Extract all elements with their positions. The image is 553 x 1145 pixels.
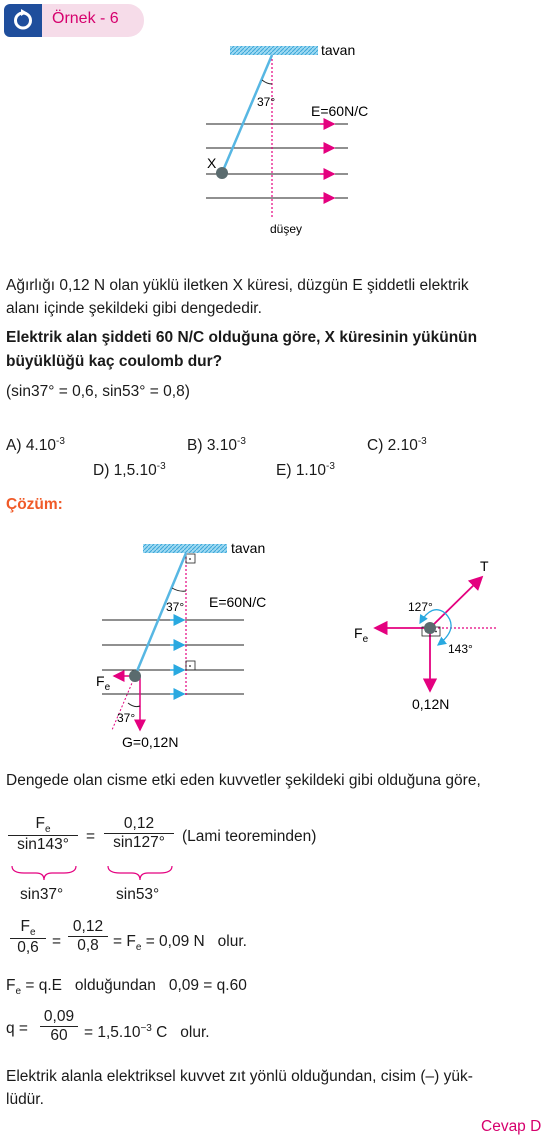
figure-question (0, 0, 553, 250)
fig3-t-label: T (480, 558, 489, 574)
solution-text-1: Dengede olan cisme etki eden kuvvetler şekildeki gibi olduğuna göre, (6, 772, 481, 789)
eq1-braces (0, 864, 200, 882)
option-d[interactable] (93, 461, 166, 480)
field-label: E=60N/C (311, 103, 369, 119)
angle-label: 37° (257, 95, 276, 109)
eq1-frac-1: $\frac{F_e}{\sin 143^\circ}$ (8, 815, 78, 854)
conclusion-line-1: Elektrik alanla elektriksel kuvvet zıt yönlü olduğundan, cisim (–) yük- (6, 1068, 473, 1085)
eq1-frac-2: $\frac{0,12}{\sin 127^\circ}$ (104, 815, 174, 852)
option-a[interactable] (6, 436, 65, 455)
badge-label: Örnek - 6 (52, 10, 119, 27)
ceiling-label: tavan (321, 42, 356, 58)
option-b-value: 3.10 (206, 437, 237, 455)
option-e[interactable] (276, 461, 335, 480)
eq2-equals: = (52, 933, 62, 950)
option-d-letter: D) (93, 462, 110, 480)
option-e-letter: E) (276, 462, 292, 480)
option-b[interactable] (187, 436, 246, 455)
fig2-ceiling-label: tavan (231, 540, 266, 556)
fig2-field-label: E=60N/C (209, 594, 267, 610)
option-c[interactable] (367, 436, 427, 455)
option-e-value: 1.10 (295, 462, 326, 480)
eq3: $F_e = q.E$ olduğundan 0,09 = q.60 (6, 977, 247, 998)
question-line-1: Ağırlığı 0,12 N olan yüklü iletken X küresi, düzgün E şiddetli elektrik (6, 277, 469, 294)
fig2-weight-label: G=0,12N (122, 734, 179, 750)
angle-arc (262, 80, 272, 84)
eq1-note: (Lami teoreminden) (182, 828, 317, 845)
figure-solution-forces (0, 530, 300, 755)
option-e-exp: -3 (325, 461, 335, 472)
eq1-under-2: sin53° (116, 886, 160, 903)
eq2-frac-2: $\frac{0,12}{0,8}$ (68, 918, 108, 955)
option-c-exp: -3 (417, 436, 427, 447)
figure-solution-lami (300, 545, 553, 720)
ball-x (216, 167, 228, 179)
option-b-exp: -3 (236, 436, 246, 447)
fig2-angle-bottom: 37° (117, 711, 136, 725)
eq4-lhs: q = (6, 1020, 28, 1037)
option-a-exp: -3 (55, 436, 65, 447)
eq2-frac-1: $\frac{F_e}{0,6}$ (10, 918, 46, 957)
option-a-value: 4.10 (25, 437, 56, 455)
option-a-letter: A) (6, 437, 22, 455)
rope (222, 55, 272, 173)
conclusion-line-2: lüdür. (6, 1091, 44, 1108)
option-d-exp: -3 (156, 461, 166, 472)
ball-label: X (207, 155, 217, 171)
solution-title: Çözüm: (6, 496, 63, 513)
question-line-2: alanı içinde şekildeki gibi dengededir. (6, 300, 262, 317)
question-bold-2: büyüklüğü kaç coulomb dur? (6, 353, 223, 370)
eq1-under-1: sin37° (20, 886, 64, 903)
eq1-equals: = (86, 828, 96, 845)
answer-label: Cevap D (481, 1118, 542, 1135)
option-c-letter: C) (367, 437, 384, 455)
fig3-weight-label: 0,12N (412, 696, 450, 712)
question-given: (sin37° = 0,6, sin53° = 0,8) (6, 383, 190, 400)
fig2-fe-label: $F_e$ (96, 673, 111, 693)
fig2-angle-top: 37° (166, 600, 185, 614)
question-bold-1: Elektrik alan şiddeti 60 N/C olduğuna göre, X küresinin yükünün (6, 329, 478, 346)
ceiling-bar (230, 46, 318, 55)
vertical-label: düşey (270, 222, 303, 236)
fig3-angle1: 127° (408, 600, 433, 614)
fig3-angle2: 143° (448, 642, 473, 656)
option-d-value: 1,5.10 (113, 462, 157, 480)
eq4-rhs: = $1,5.10^{-3}$ C olur. (84, 1023, 210, 1042)
fig3-fe-label: $F_e$ (354, 625, 369, 645)
eq4-frac: $\frac{0,09}{60}$ (40, 1008, 78, 1045)
option-b-letter: B) (187, 437, 203, 455)
option-c-value: 2.10 (387, 437, 418, 455)
eq2-rest: = $F_e = 0,09$ N olur. (113, 933, 247, 954)
